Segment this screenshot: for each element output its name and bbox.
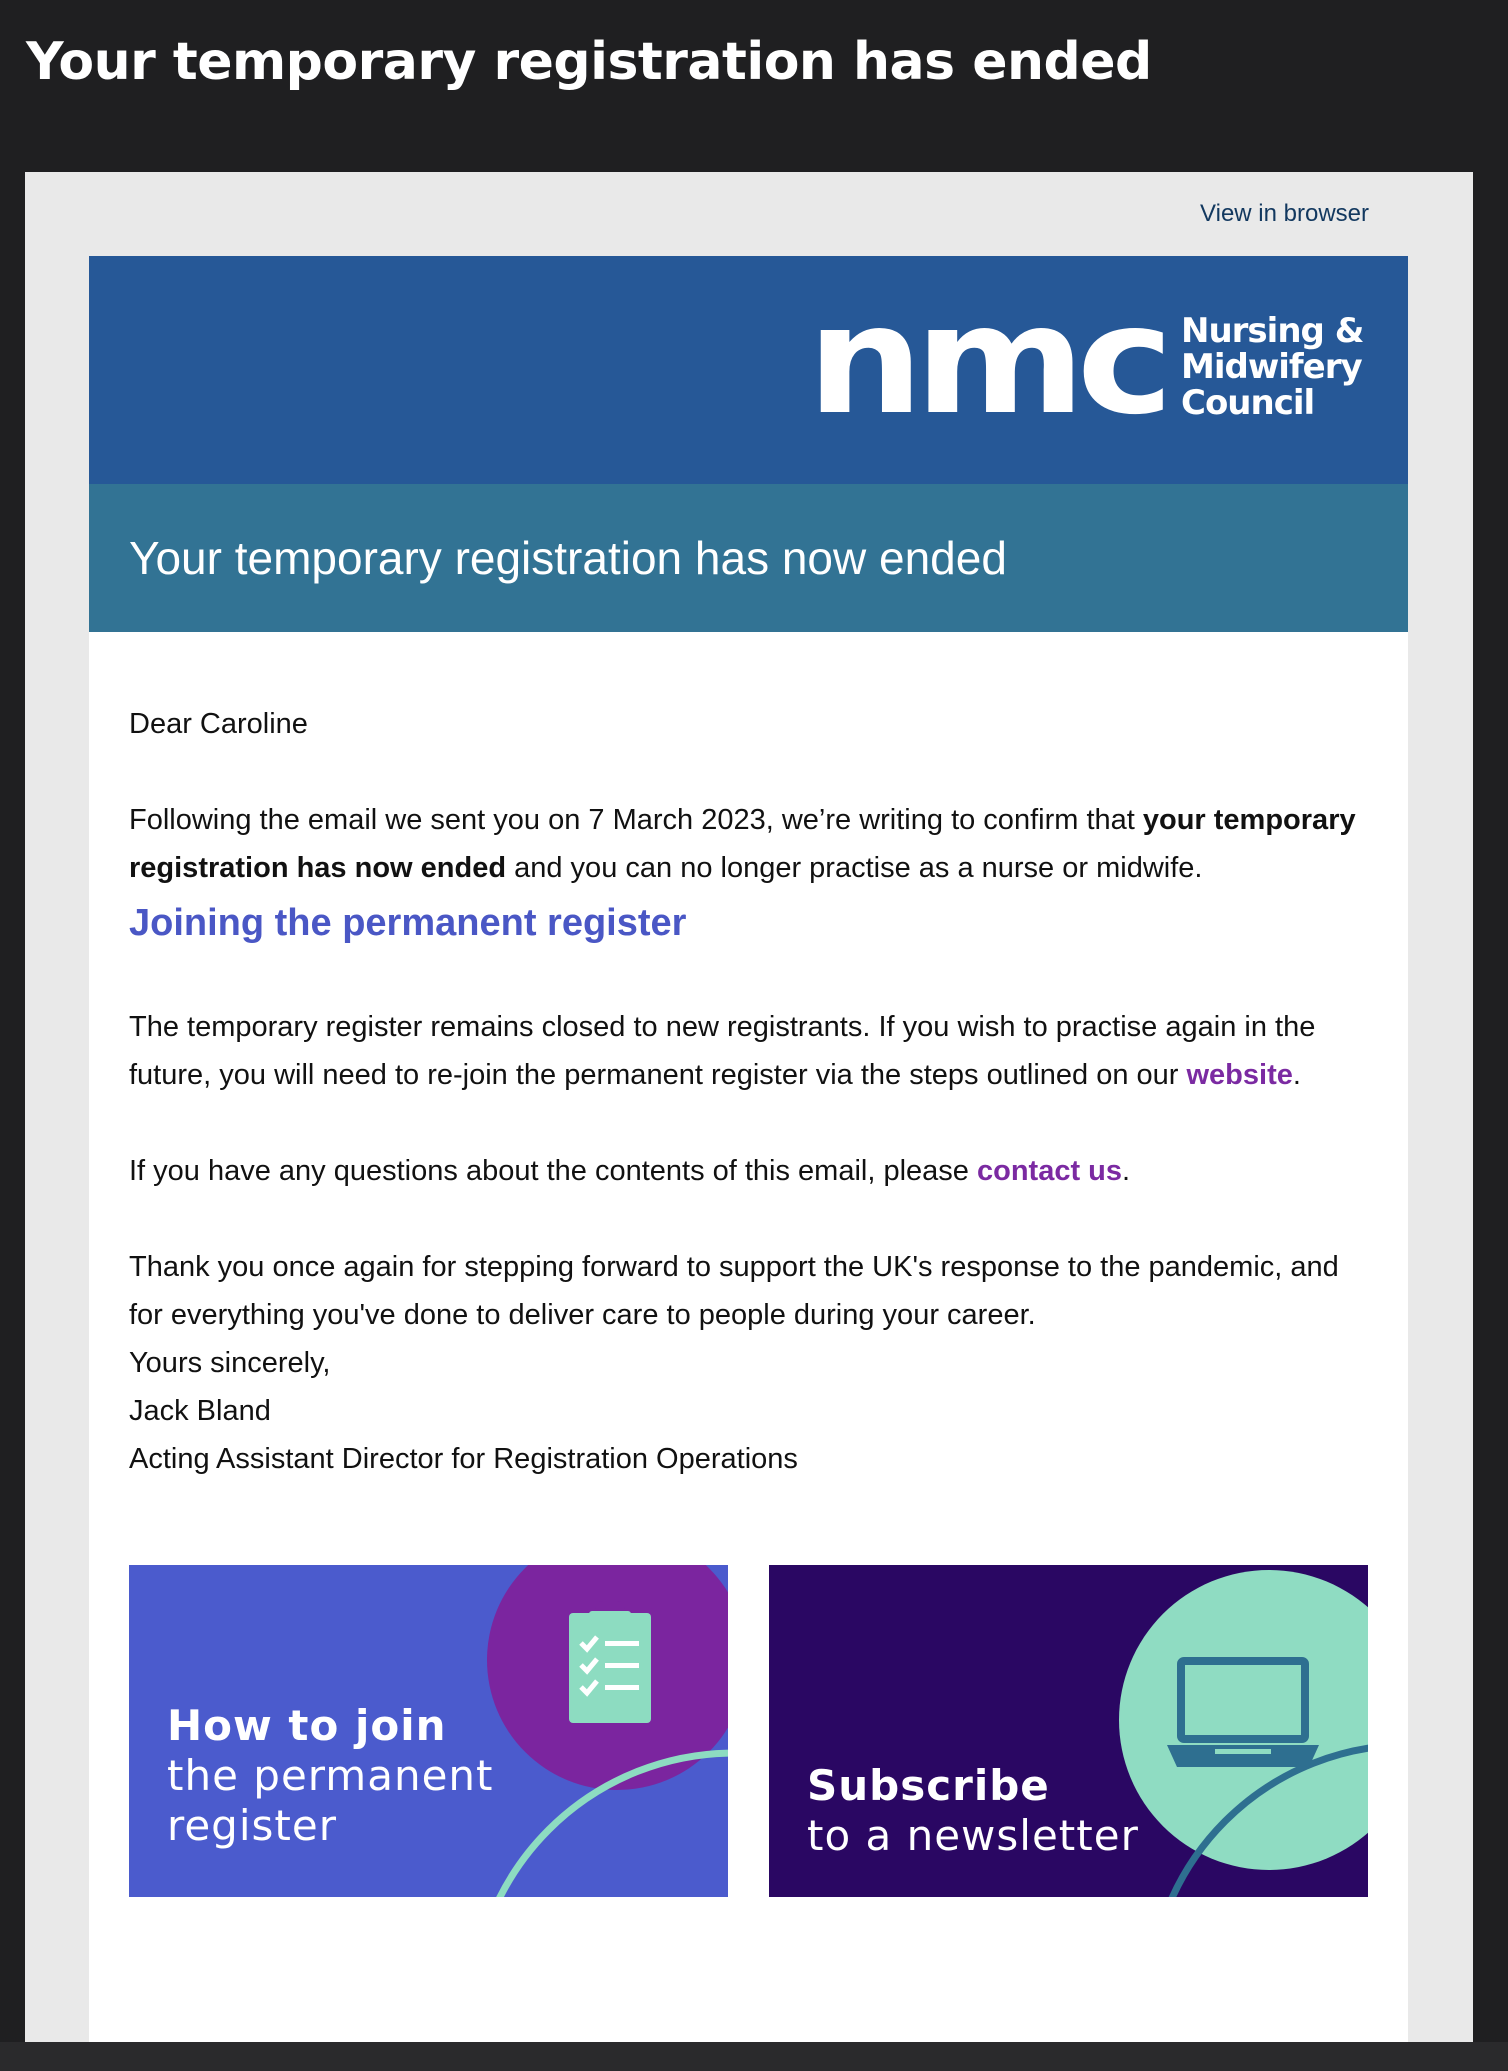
page-title: Your temporary registration has ended xyxy=(26,32,1152,92)
subscribe-card-title: Subscribe to a newsletter xyxy=(807,1761,1139,1860)
join-register-card-title: How to join the permanent register xyxy=(167,1701,494,1850)
clipboard-checklist-icon xyxy=(569,1601,651,1723)
promo-cards xyxy=(129,1565,1368,1897)
paragraph-contact: If you have any questions about the contents of this email, please contact us. xyxy=(129,1155,1131,1187)
paragraph-confirmation: Following the email we sent you on 7 March 2023, we’re writing to confirm that your temporary registration has now ended and you can no longer practise as a nurse or midwife. xyxy=(129,804,1356,884)
logo-wordmark: nmc xyxy=(807,308,1165,438)
signer-name: Jack Bland xyxy=(129,1395,271,1427)
signer-title: Acting Assistant Director for Registration Operations xyxy=(129,1443,798,1475)
signoff: Yours sincerely, xyxy=(129,1347,331,1379)
bottom-bar xyxy=(0,2042,1508,2071)
website-link[interactable]: website xyxy=(1186,1059,1293,1091)
email-subject-banner xyxy=(89,484,1408,632)
join-register-card[interactable] xyxy=(129,1565,728,1897)
contact-us-link[interactable]: contact us xyxy=(976,1155,1123,1187)
greeting: Dear Caroline xyxy=(129,708,308,740)
subscribe-newsletter-card[interactable] xyxy=(769,1565,1368,1897)
paragraph-register-info: The temporary register remains closed to new registrants. If you wish to practise again in the future, you will need to re-join the permanent register via the steps outlined on our website. xyxy=(129,1011,1316,1091)
email-viewer-panel xyxy=(25,172,1473,2071)
paragraph-thanks: Thank you once again for stepping forward to support the UK's response to the pandemic, and for everything you've done to deliver care to people during your career. xyxy=(129,1251,1339,1331)
logo-name-line-1: Nursing & xyxy=(1181,311,1364,351)
logo-name-line-3: Council xyxy=(1181,383,1315,423)
email-header-banner xyxy=(89,256,1408,484)
email-subject-heading: Your temporary registration has now ended xyxy=(129,532,1007,584)
emphasis-text: your temporary registration has now ended xyxy=(129,804,1356,884)
view-in-browser-link[interactable]: View in browser xyxy=(1200,200,1369,227)
section-heading: Joining the permanent register xyxy=(129,902,687,944)
logo-name-line-2: Midwifery xyxy=(1181,347,1362,387)
nmc-logo xyxy=(807,308,1367,438)
email-body xyxy=(89,256,1408,2071)
